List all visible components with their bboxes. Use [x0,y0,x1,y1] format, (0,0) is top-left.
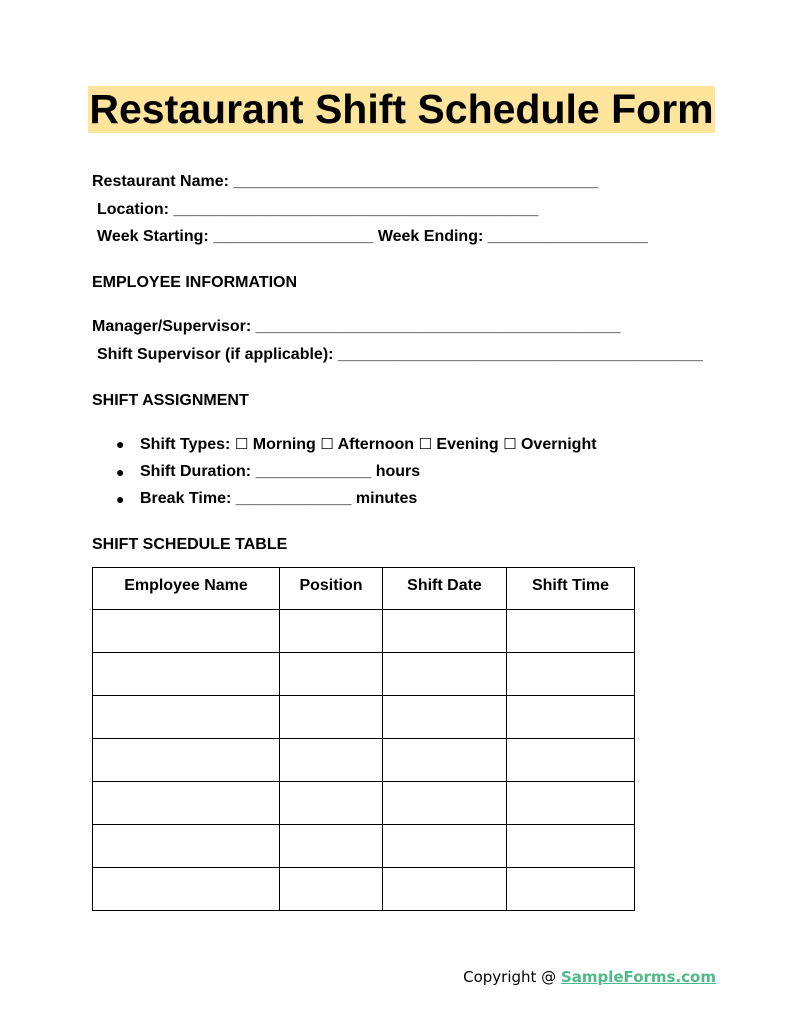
table-cell[interactable] [93,696,280,739]
table-row [93,739,635,782]
table-cell[interactable] [93,653,280,696]
title-wrapper [0,86,803,133]
shift-duration-field[interactable]: _____________ [255,463,372,480]
copyright-text: Copyright @ [463,968,561,986]
break-time-unit: minutes [355,490,418,507]
table-cell[interactable] [280,825,383,868]
restaurant-name-row [92,172,598,192]
table-cell[interactable] [507,825,635,868]
restaurant-name-field[interactable]: _________________________________________ [233,173,599,190]
table-cell[interactable] [383,653,507,696]
page-title: Restaurant Shift Schedule Form [89,86,714,132]
checkbox-evening[interactable]: ☐ [418,435,432,453]
table-row [93,610,635,653]
option-morning: Morning [252,436,316,453]
table-cell[interactable] [507,653,635,696]
manager-label: Manager/Supervisor: [92,318,252,335]
checkbox-afternoon[interactable]: ☐ [320,435,334,453]
location-field[interactable]: _________________________________________ [173,201,539,218]
table-cell[interactable] [93,739,280,782]
table-cell[interactable] [507,696,635,739]
shift-supervisor-row [97,345,703,365]
shift-assignment-heading: SHIFT ASSIGNMENT [92,392,249,409]
table-cell[interactable] [93,825,280,868]
table-header-row [93,568,635,610]
table-cell[interactable] [93,868,280,911]
option-evening: Evening [436,436,499,453]
column-header-position: Position [280,568,383,610]
shift-schedule-table-heading: SHIFT SCHEDULE TABLE [92,536,288,553]
footer-copyright [463,968,716,986]
checkbox-overnight[interactable]: ☐ [503,435,517,453]
shift-types-label: Shift Types: [140,436,231,453]
table-row [93,696,635,739]
table-row [93,782,635,825]
bullet-icon: ● [116,464,125,480]
table-cell[interactable] [507,868,635,911]
table-cell[interactable] [280,782,383,825]
table-cell[interactable] [383,739,507,782]
checkbox-morning[interactable]: ☐ [234,435,249,453]
table-row [93,825,635,868]
location-row [97,200,538,220]
table-cell[interactable] [507,782,635,825]
option-afternoon: Afternoon [337,436,415,453]
manager-row [92,317,620,337]
table-cell[interactable] [383,782,507,825]
column-header-employee-name: Employee Name [93,568,280,610]
shift-duration-unit: hours [375,463,421,480]
list-item-shift-types [116,434,597,455]
shift-duration-label: Shift Duration: [140,463,252,480]
list-item-shift-duration [116,462,597,482]
break-time-label: Break Time: [140,490,232,507]
shift-schedule-table [92,567,635,911]
table-cell[interactable] [280,739,383,782]
week-starting-label: Week Starting: [97,228,209,245]
table-cell[interactable] [383,825,507,868]
list-item-break-time [116,489,597,509]
shift-supervisor-field[interactable]: _________________________________________ [337,346,703,363]
location-label: Location: [97,201,169,218]
restaurant-name-label: Restaurant Name: [92,173,229,190]
table-row [93,868,635,911]
manager-field[interactable]: _________________________________________ [255,318,621,335]
sampleforms-link[interactable]: SampleForms.com [560,968,716,986]
table-row [93,653,635,696]
week-starting-field[interactable]: __________________ [213,228,374,245]
bullet-icon: ● [116,491,125,507]
table-cell[interactable] [93,782,280,825]
week-ending-field[interactable]: __________________ [487,228,648,245]
break-time-field[interactable]: _____________ [235,490,352,507]
table-cell[interactable] [280,868,383,911]
shift-assignment-list [116,434,597,509]
table-cell[interactable] [280,610,383,653]
column-header-shift-time: Shift Time [507,568,635,610]
shift-supervisor-label: Shift Supervisor (if applicable): [97,346,334,363]
table-cell[interactable] [280,696,383,739]
table-cell[interactable] [507,739,635,782]
employee-information-heading: EMPLOYEE INFORMATION [92,274,298,291]
week-row [97,227,648,247]
week-ending-label: Week Ending: [377,228,484,245]
table-cell[interactable] [383,610,507,653]
table-cell[interactable] [93,610,280,653]
table-cell[interactable] [507,610,635,653]
option-overnight: Overnight [520,436,597,453]
table-cell[interactable] [280,653,383,696]
bullet-icon: ● [116,436,125,452]
column-header-shift-date: Shift Date [383,568,507,610]
table-cell[interactable] [383,696,507,739]
table-cell[interactable] [383,868,507,911]
